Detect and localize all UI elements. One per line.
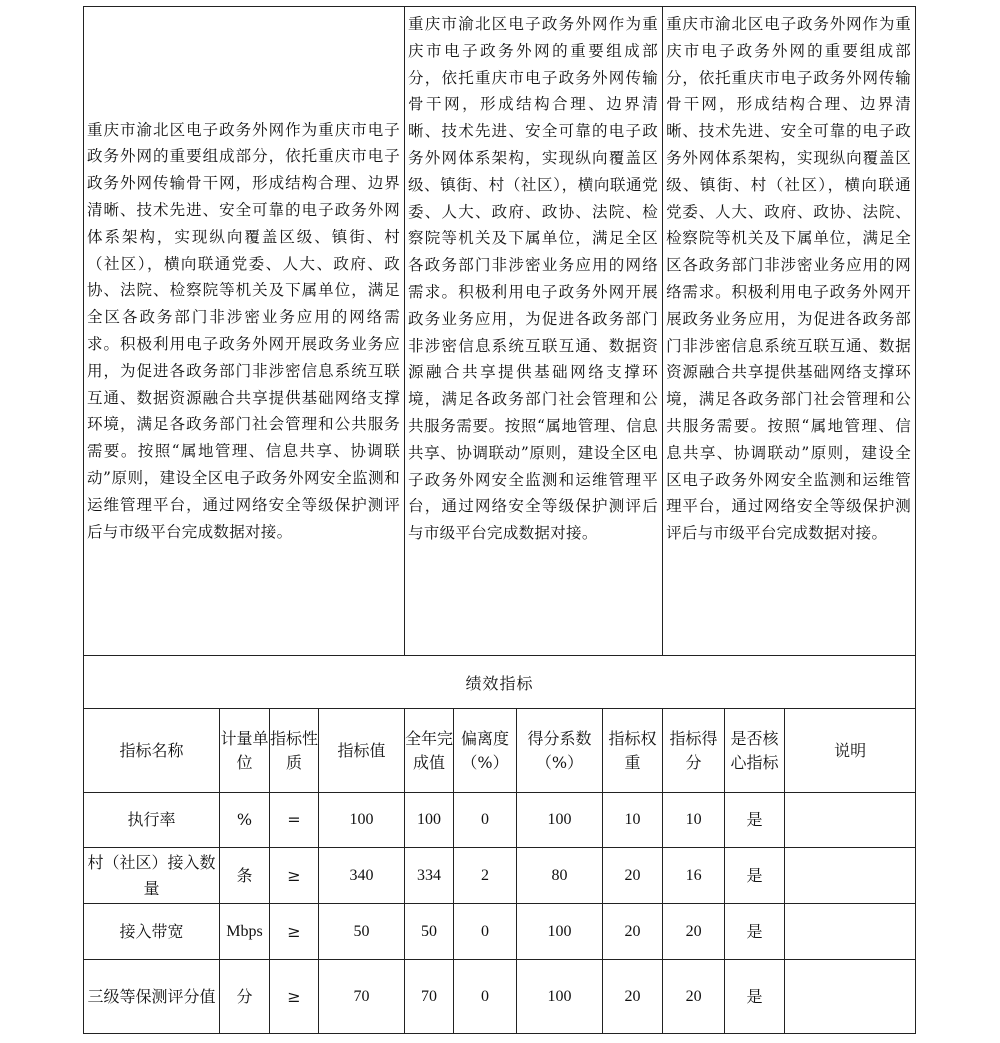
description-cell-left [84,7,405,656]
header-unit: 计量单位 [220,709,270,793]
header-note: 说明 [785,709,916,793]
header-coef: 得分系数（%） [517,709,603,793]
cell-target: 340 [319,848,405,904]
cell-coef: 100 [517,793,603,848]
cell-name: 村（社区）接入数量 [84,848,220,904]
cell-target: 50 [319,904,405,960]
cell-weight: 20 [603,960,663,1034]
cell-note [785,904,916,960]
cell-score: 20 [663,904,725,960]
cell-target: 70 [319,960,405,1034]
cell-weight: 20 [603,848,663,904]
cell-deviation: 0 [454,793,517,848]
cell-note [785,848,916,904]
cell-deviation: 2 [454,848,517,904]
header-actual: 全年完成值 [405,709,454,793]
header-deviation: 偏离度（%） [454,709,517,793]
cell-deviation: 0 [454,904,517,960]
cell-coef: 100 [517,960,603,1034]
header-score: 指标得分 [663,709,725,793]
table-row [84,904,916,960]
description-cell-middle [405,7,663,656]
cell-unit: Mbps [220,904,270,960]
cell-actual: 70 [405,960,454,1034]
description-cell-right [663,7,916,656]
cell-score: 10 [663,793,725,848]
table-row [84,960,916,1034]
cell-actual: 334 [405,848,454,904]
performance-document [83,6,915,1034]
cell-coef: 100 [517,904,603,960]
cell-nature: ≥ [270,848,319,904]
cell-name: 执行率 [84,793,220,848]
cell-target: 100 [319,793,405,848]
header-row [84,709,916,793]
cell-deviation: 0 [454,960,517,1034]
cell-core: 是 [725,904,785,960]
table-row [84,793,916,848]
cell-note [785,960,916,1034]
cell-unit: 分 [220,960,270,1034]
table-row [84,848,916,904]
cell-core: 是 [725,793,785,848]
cell-nature: = [270,793,319,848]
header-core: 是否核心指标 [725,709,785,793]
cell-core: 是 [725,960,785,1034]
description-text-right: 重庆市渝北区电子政务外网作为重庆市电子政务外网的重要组成部分，依托重庆市电子政务外网传输骨干网，形成结构合理、边界清晰、技术先进、安全可靠的电子政务外网体系架构，实现纵向覆盖区级、镇街、村（社区），横向联通党委、人大、政府、政协、法院、检察院等机关及下属单位，满足全区各政务部门非涉密业务应用的网络需求。积极利用电子政务外网开展政务业务应用，为促进各政务部门非涉密信息系统互联互通、数据资源融合共享提供基础网络支撑环境，满足各政务部门社会管理和公共服务需要。按照“属地管理、信息共享、协调联动”原则，建设全区电子政务外网安全监测和运维管理平台，通过网络安全等级保护测评后与市级平台完成数据对接。 [666,15,912,543]
header-nature: 指标性质 [270,709,319,793]
performance-table [83,6,916,1034]
cell-nature: ≥ [270,904,319,960]
cell-actual: 50 [405,904,454,960]
cell-name: 接入带宽 [84,904,220,960]
cell-note [785,793,916,848]
header-name: 指标名称 [84,709,220,793]
cell-score: 20 [663,960,725,1034]
section-title: 绩效指标 [84,656,916,709]
cell-unit: 条 [220,848,270,904]
description-row [84,7,916,656]
cell-weight: 10 [603,793,663,848]
cell-actual: 100 [405,793,454,848]
cell-coef: 80 [517,848,603,904]
cell-weight: 20 [603,904,663,960]
section-title-row [84,656,916,709]
header-weight: 指标权重 [603,709,663,793]
cell-score: 16 [663,848,725,904]
cell-nature: ≥ [270,960,319,1034]
cell-core: 是 [725,848,785,904]
cell-unit: % [220,793,270,848]
description-text-left: 重庆市渝北区电子政务外网作为重庆市电子政务外网的重要组成部分，依托重庆市电子政务外网传输骨干网，形成结构合理、边界清晰、技术先进、安全可靠的电子政务外网体系架构，实现纵向覆盖区级、镇街、村（社区），横向联通党委、人大、政府、政协、法院、检察院等机关及下属单位，满足全区各政务部门非涉密业务应用的网络需求。积极利用电子政务外网开展政务业务应用，为促进各政务部门非涉密信息系统互联互通、数据资源融合共享提供基础网络支撑环境，满足各政务部门社会管理和公共服务需要。按照“属地管理、信息共享、协调联动”原则，建设全区电子政务外网安全监测和运维管理平台，通过网络安全等级保护测评后与市级平台完成数据对接。 [87,120,401,541]
cell-name: 三级等保测评分值 [84,960,220,1034]
description-text-middle: 重庆市渝北区电子政务外网作为重庆市电子政务外网的重要组成部分，依托重庆市电子政务外网传输骨干网，形成结构合理、边界清晰、技术先进、安全可靠的电子政务外网体系架构，实现纵向覆盖区级、镇街、村（社区），横向联通党委、人大、政府、政协、法院、检察院等机关及下属单位，满足全区各政务部门非涉密业务应用的网络需求。积极利用电子政务外网开展政务业务应用，为促进各政务部门非涉密信息系统互联互通、数据资源融合共享提供基础网络支撑环境，满足各政务部门社会管理和公共服务需要。按照“属地管理、信息共享、协调联动”原则，建设全区电子政务外网安全监测和运维管理平台，通过网络安全等级保护测评后与市级平台完成数据对接。 [408,15,659,543]
header-target: 指标值 [319,709,405,793]
